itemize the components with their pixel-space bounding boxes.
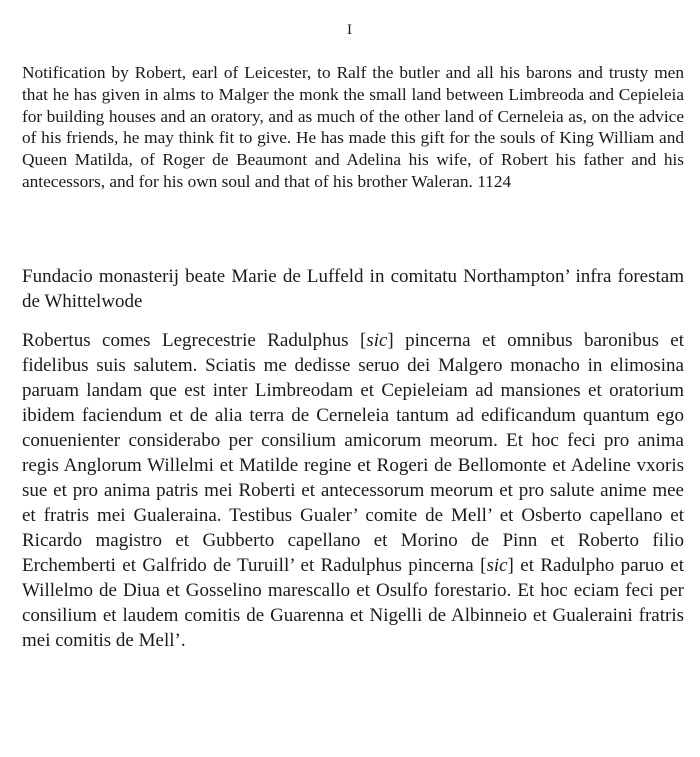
- charter-text-part-2: pincerna et omnibus baronibus et fidelibus suis salutem. Sciatis me dedisse seruo dei Malgero monacho in elimosina paruam landam que est inter Limbreodam et Cepieleiam ad mansiones et oratorium ibidem faciendum et de alia terra de Cerneleia tantum ad edificandum quantum ego conuenienter considerabo per consilium amicorum meorum. Et hoc feci pro anima regis Anglorum Willelmi et Matilde regine et Rogeri de Bellomonte et Adeline vxoris sue et pro anima patris mei Roberti et antecessorum meorum et pro salute anime mee et fratris mei Gualeraina. Testibus Gualer’ comite de Mell’ et Osberto capellano et Ricardo magistro et Gubberto capellano et Morino de Pinn et Roberto filio Erchemberti et Galfrido de Turuill’ et Radulphus pincerna: [22, 330, 685, 576]
- charter-text-part-1: Robertus comes Legrecestrie Radulphus: [22, 330, 349, 351]
- calendar-summary: [22, 62, 684, 193]
- charter-text: Robertus comes Legrecestrie Radulphus [sic] pincerna et omnibus baronibus et fidelibus suis salutem. Sciatis me dedisse seruo dei Malgero monacho in elimosina paruam landam que est inter Limbreodam et Cepieleiam ad mansiones et oratorium ibidem faciendum et de alia terra de Cerneleia tantum ad edificandum quantum ego conuenienter considerabo per consilium amicorum meorum. Et hoc feci pro anima regis Anglorum Willelmi et Matilde regine et Rogeri de Bellomonte et Adeline vxoris sue et pro anima patris mei Roberti et antecessorum meorum et pro salute anime mee et fratris mei Gualeraina. Testibus Gualer’ comite de Mell’ et Osberto capellano et Ricardo magistro et Gubberto capellano et Morino de Pinn et Roberto filio Erchemberti et Galfrido de Turuill’ et Radulphus pincerna [sic] et Radulpho paruo et Willelmo de Diua et Gosselino marescallo et Osulfo forestario. Et hoc eciam feci per consilium et laudem comitis de Guarenna et Nigelli de Albinneio et Gualeraini fratris mei comitis de Mell’.: [22, 330, 685, 651]
- sic-annotation-2: sic: [486, 555, 508, 576]
- charter-text-part-3: et Radulpho paruo et Willelmo de Diua et Gosselino marescallo et Osulfo forestario. Et hoc eciam feci per consilium et laudem comitis de Guarenna et Nigelli de Albinneio et Gualeraini fratris mei comitis de Mell’.: [22, 555, 685, 651]
- calendar-date: 1124: [477, 171, 512, 191]
- charter-number: I: [347, 22, 353, 38]
- sic-annotation-1: sic: [366, 330, 388, 351]
- calendar-text: Notification by Robert, earl of Leicester, to Ralf the butler and all his barons and trusty men that he has given in alms to Malger the monk the small land between Limbreoda and Cepieleia for building houses and an oratory, and as much of the other land of Cerneleia as, on the advice of his friends, he may think fit to give. He has made this gift for the souls of King William and Queen Matilda, of Roger de Beaumont and Adelina his wife, of Robert his father and his antecessors, and for his own soul and that of his brother Waleran.: [22, 63, 684, 191]
- rubric-heading: Fundacio monasterij beate Marie de Luffeld in comitatu Northampton’ infra forestam de Whittelwode: [22, 266, 684, 312]
